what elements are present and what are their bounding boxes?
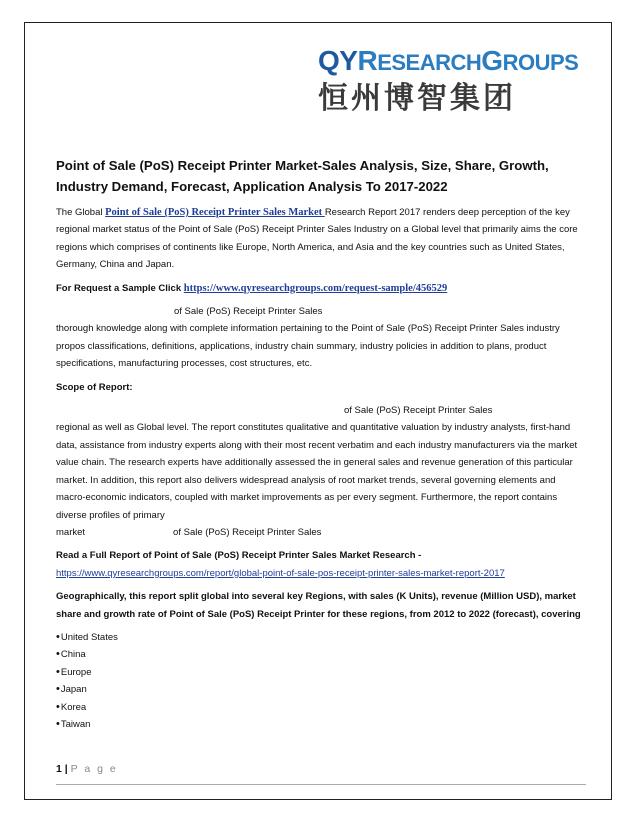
list-item: • Taiwan [56, 716, 586, 733]
page-footer [56, 763, 118, 775]
list-item: • China [56, 646, 586, 663]
full-report-block: Read a Full Report of Point of Sale (PoS) Receipt Printer Sales Market Research - https://www.qyresearchgroups.com/report/global-point-of-sale-pos-receipt-printer-sales-market-report-2017 [56, 550, 505, 579]
document-title: Point of Sale (PoS) Receipt Printer Market-Sales Analysis, Size, Share, Growth, Industry Demand, Forecast, Application Analysis To 2017-2022 [56, 158, 549, 194]
list-item: • Korea [56, 699, 586, 716]
logo-english-wordmark: QYRESEARCHGROUPS [318, 45, 579, 76]
market-report-link[interactable]: Point of Sale (PoS) Receipt Printer Sales Market [105, 207, 325, 218]
page-label: P a g e [70, 763, 118, 775]
region-list [56, 629, 586, 733]
sample-request-link[interactable]: https://www.qyresearchgroups.com/request-sample/456529 [183, 282, 448, 294]
scope-heading: Scope of Report: [56, 381, 133, 393]
list-item: • United States [56, 629, 586, 646]
page-number: 1 [56, 763, 62, 775]
logo-chinese-wordmark: 恒州博智集团 [318, 81, 516, 116]
footer-separator: | [64, 763, 68, 775]
sample-request-line: For Request a Sample Click https://www.qyresearchgroups.com/request-sample/456529 [56, 282, 448, 294]
company-logo [318, 44, 593, 122]
full-report-link[interactable]: https://www.qyresearchgroups.com/report/global-point-of-sale-pos-receipt-printer-sales-market-report-2017 [56, 567, 505, 579]
intro-paragraph: The Global Point of Sale (PoS) Receipt Printer Sales Market Research Report 2017 renders deep perception of the key regional market status of the Point of Sale (PoS) Receipt Printer Sales Industry on a Global level that primarily aims the core regions which comprises of continents like Europe, North America, and Asia and the key countries such as United States, Germany, China and Japan. [56, 207, 578, 271]
list-item: • Europe [56, 664, 586, 681]
list-item: • Japan [56, 681, 586, 698]
document-body [56, 155, 586, 733]
footer-rule [56, 784, 586, 785]
geography-heading: Geographically, this report split global into several key Regions, with sales (K Units), revenue (Million USD), market share and growth rate of Point of Sale (PoS) Receipt Printer for these regions, from 2012 to 2022 (forecast), covering [56, 591, 581, 620]
overview-paragraph: of Sale (PoS) Receipt Printer Sales thorough knowledge along with complete information pertaining to the Point of Sale (PoS) Receipt Printer Sales industry propos classifications, definitions, applications, industry chain summary, industry policies in addition to plans, product specifications, manufacturing processes, cost structures, etc. [56, 306, 560, 370]
scope-paragraph: of Sale (PoS) Receipt Printer Sales regional as well as Global level. The report constitutes qualitative and quantitative valuation by industry analysts, first-hand data, assistance from industry experts along with their most recent verbatim and each industry manufacturers via the market value chain. The research experts have additionally assessed the in general sales and revenue generation of this particular market. In addition, this report also delivers widespread analysis of root market trends, several governing elements and macro-economic indicators, coupled with market improvements as per every segment. Furthermore, the report contains diverse profiles of primary market of Sale (PoS) Receipt Printer Sales [56, 405, 578, 538]
